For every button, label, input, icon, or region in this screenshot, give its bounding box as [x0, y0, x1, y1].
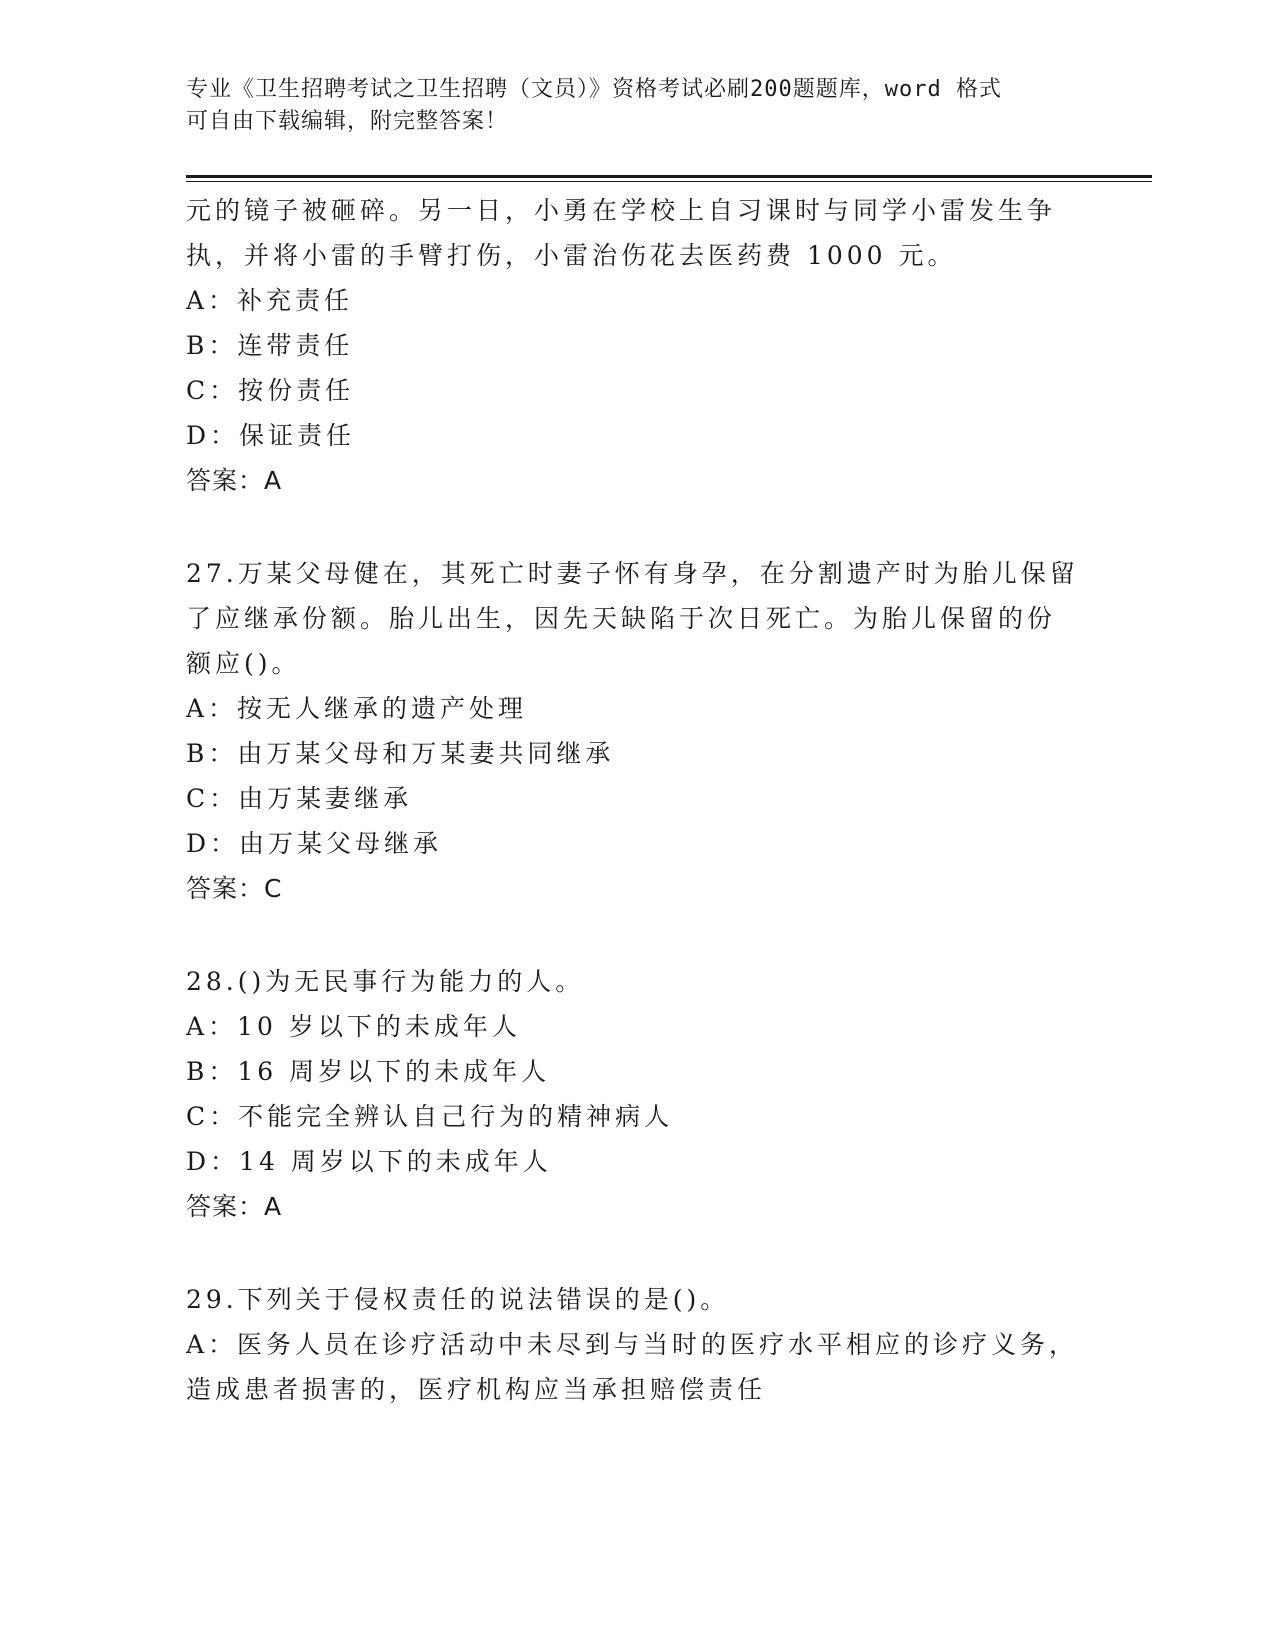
answer-line: 答案：C: [186, 874, 283, 903]
option-c: C：由万某妻继承: [186, 784, 413, 813]
question-28: [186, 959, 1086, 1229]
answer-line: 答案：A: [186, 466, 283, 495]
header-title-line-1: 专业《卫生招聘考试之卫生招聘（文员）》资格考试必刷200题题库，word 格式: [186, 77, 1002, 102]
option-a: A：按无人继承的遗产处理: [186, 694, 528, 723]
option-d: D：14 周岁以下的未成年人: [186, 1147, 552, 1176]
question-26-continuation: [186, 188, 1086, 503]
question-text-line: 执，并将小雷的手臂打伤，小雷治伤花去医药费 1000 元。: [186, 241, 957, 270]
option-b: B：由万某父母和万某妻共同继承: [186, 739, 615, 768]
question-text-line: 额应()。: [186, 649, 301, 678]
header-rule-thick: [186, 175, 1152, 178]
option-a-continuation: 造成患者损害的，医疗机构应当承担赔偿责任: [186, 1375, 767, 1404]
document-body: [186, 188, 1086, 1412]
option-b: B：连带责任: [186, 331, 354, 360]
option-a: A：补充责任: [186, 286, 354, 315]
answer-line: 答案：A: [186, 1192, 283, 1221]
spacer: [186, 911, 1086, 959]
option-d: D：保证责任: [186, 421, 356, 450]
question-27: [186, 551, 1086, 911]
question-29: [186, 1277, 1086, 1412]
option-d: D：由万某父母继承: [186, 829, 443, 858]
header-rule-thin: [186, 181, 1152, 182]
spacer: [186, 503, 1086, 551]
question-text-line: 27.万某父母健在，其死亡时妻子怀有身孕，在分割遗产时为胎儿保留: [186, 559, 1079, 588]
option-a: A：10 岁以下的未成年人: [186, 1012, 521, 1041]
question-text-line: 28.()为无民事行为能力的人。: [186, 967, 585, 996]
document-header: [186, 74, 1086, 138]
option-c: C：不能完全辨认自己行为的精神病人: [186, 1102, 674, 1131]
question-text-line: 29.下列关于侵权责任的说法错误的是()。: [186, 1285, 730, 1314]
spacer: [186, 1229, 1086, 1277]
question-text-line: 元的镜子被砸碎。另一日，小勇在学校上自习课时与同学小雷发生争: [186, 196, 1057, 225]
option-a: A：医务人员在诊疗活动中未尽到与当时的医疗水平相应的诊疗义务，: [186, 1330, 1079, 1359]
header-title-line-2: 可自由下载编辑，附完整答案！: [186, 109, 509, 134]
option-b: B：16 周岁以下的未成年人: [186, 1057, 551, 1086]
option-c: C：按份责任: [186, 376, 355, 405]
question-text-line: 了应继承份额。胎儿出生，因先天缺陷于次日死亡。为胎儿保留的份: [186, 604, 1057, 633]
